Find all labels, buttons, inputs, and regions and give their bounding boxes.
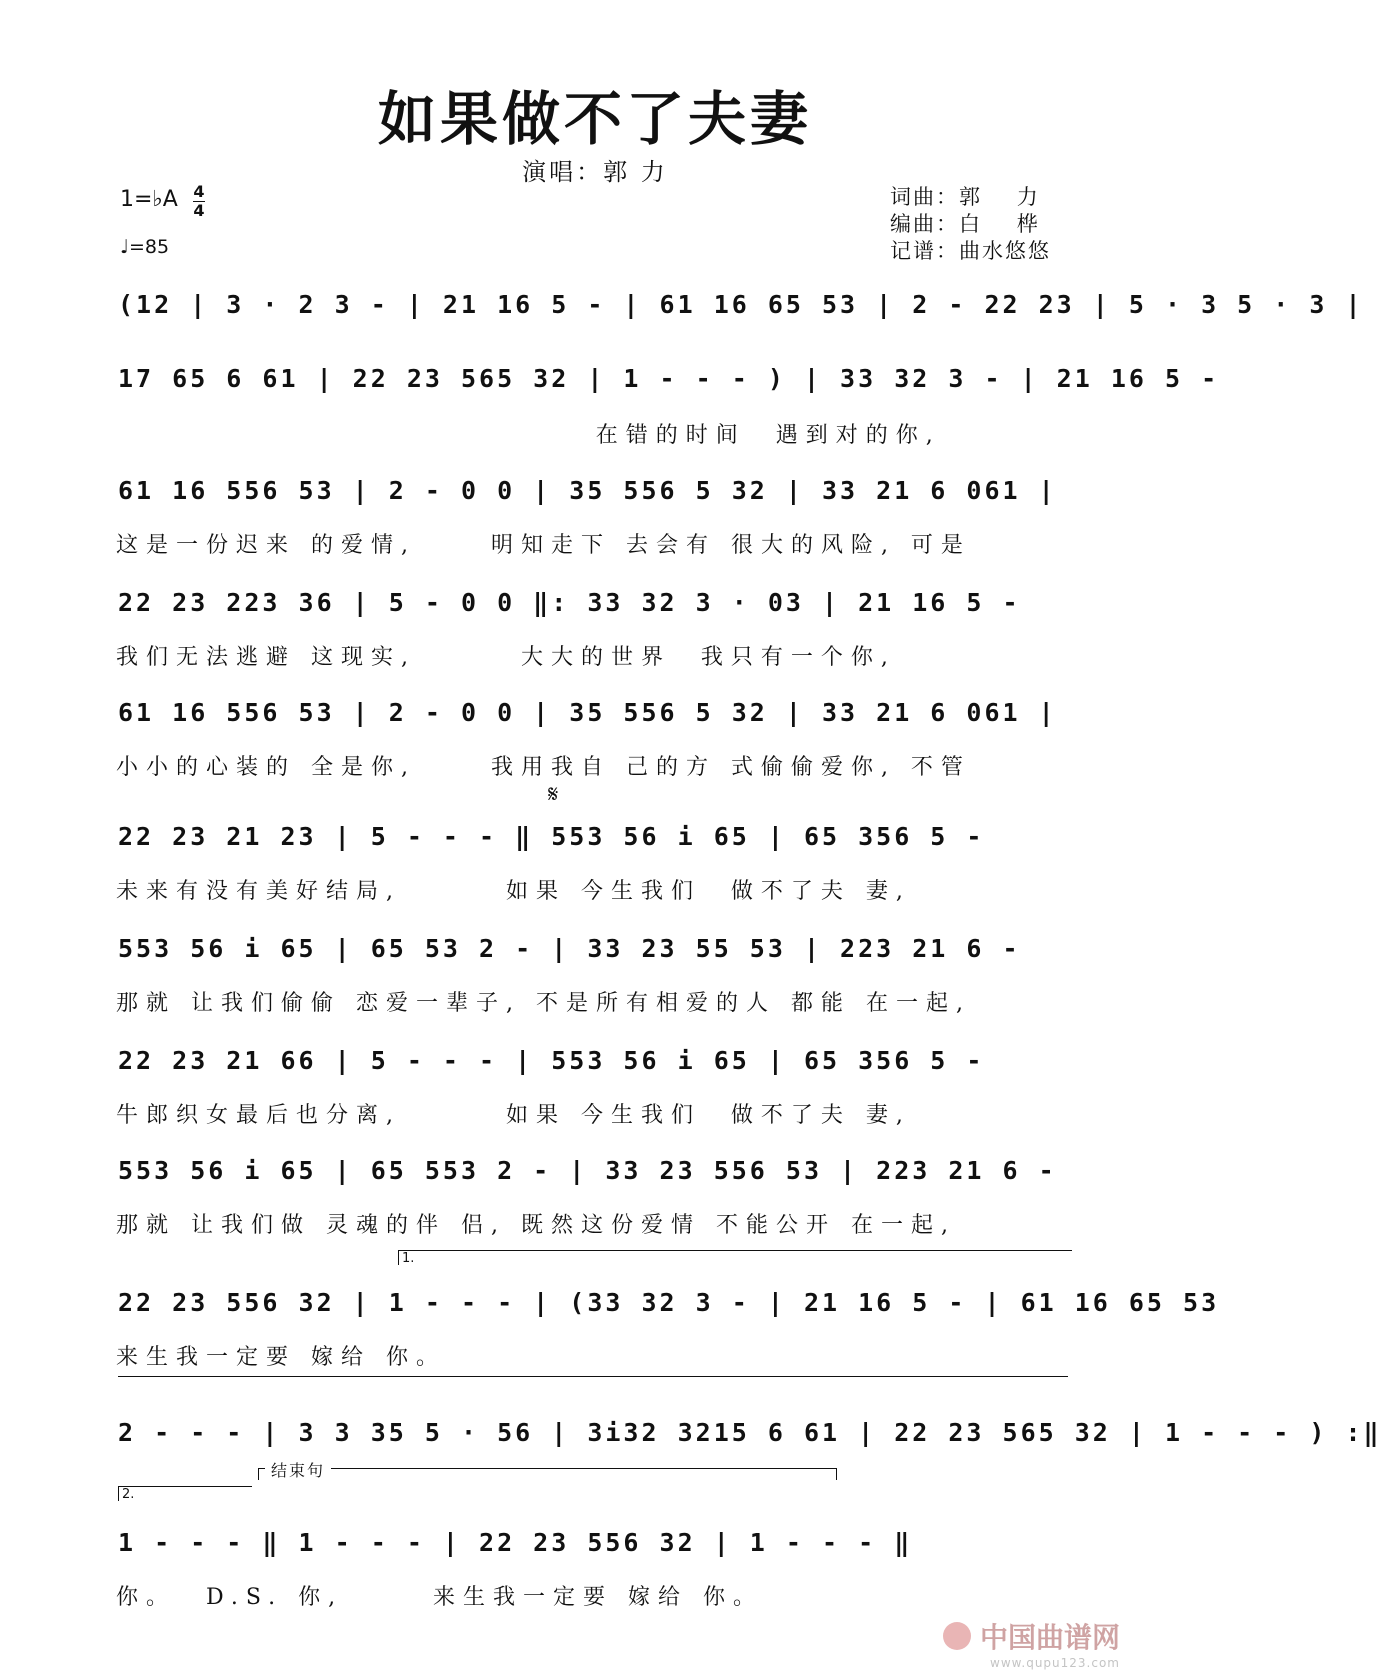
score-line-7-lyric: 那就 让我们偷偷 恋爱一辈子, 不是所有相爱的人 都能 在一起, <box>116 991 971 1016</box>
ending-bracket-line <box>258 1468 836 1469</box>
score-line-12-music: 1 - - - ‖ 1 - - - | 22 23 556 32 | 1 - - - ‖ <box>118 1528 913 1557</box>
score-line-6-lyric: 未来有没有美好结局, 如果 今生我们 做不了夫 妻, <box>116 879 911 904</box>
time-signature <box>193 184 205 219</box>
score-line-3-music: 61 16 556 53 | 2 - 0 0 | 35 556 5 32 | 33 21 6 061 | <box>118 476 1057 505</box>
singer-credit: 演唱：郭 力 <box>522 158 668 186</box>
score-line-10-music: 22 23 556 32 | 1 - - - | (33 32 3 - | 21 16 5 - | 61 16 65 53 <box>118 1288 1238 1317</box>
segno-sign: 𝄋 <box>548 780 559 808</box>
key-signature: 1=♭A <box>120 187 178 212</box>
score-line-2-music: 17 65 6 61 | 22 23 565 32 | 1 - - - ) | 33 32 3 - | 21 16 5 - <box>118 364 1238 393</box>
tempo-marking: ♩=85 <box>120 236 170 258</box>
score-line-8-lyric: 牛郎织女最后也分离, 如果 今生我们 做不了夫 妻, <box>116 1103 911 1128</box>
score-line-12-lyric: 你。 D.S. 你, 来生我一定要 嫁给 你。 <box>116 1585 764 1610</box>
credits-block <box>890 184 1051 265</box>
song-title: 如果做不了夫妻 <box>377 85 812 153</box>
watermark-site-name: 中国曲谱网 <box>979 1621 1120 1654</box>
ending-bracket-left <box>258 1468 259 1480</box>
score-line-6-music: 22 23 21 23 | 5 - - - ‖ 553 56 i 65 | 65 356 5 - <box>118 822 1003 851</box>
site-logo-icon <box>943 1622 971 1650</box>
volta-first-ending: 1. <box>398 1250 1072 1265</box>
watermark-url: www.qupu123.com <box>990 1656 1120 1670</box>
credit-transcription: 记谱：曲水悠悠 <box>890 239 1051 263</box>
ending-bracket-right <box>836 1468 837 1480</box>
score-line-1-music: (12 | 3 · 2 3 - | 21 16 5 - | 61 16 65 53 | 2 - 22 23 | 5 · 3 5 · 3 | <box>118 290 1364 319</box>
volta-continuation-line <box>118 1376 1068 1377</box>
time-denominator: 4 <box>193 201 205 220</box>
score-line-7-music: 553 56 i 65 | 65 53 2 - | 33 23 55 53 | 223 21 6 - <box>118 934 1039 963</box>
score-line-3-lyric: 这是一份迟来 的爱情, 明知走下 去会有 很大的风险, 可是 <box>116 533 971 558</box>
site-watermark <box>943 1616 1120 1670</box>
score-line-9-lyric: 那就 让我们做 灵魂的伴 侣, 既然这份爱情 不能公开 在一起, <box>116 1213 956 1238</box>
score-line-10-lyric: 来生我一定要 嫁给 你。 <box>116 1345 446 1370</box>
credit-arrangement: 编曲：白 桦 <box>890 212 1040 236</box>
score-line-9-music: 553 56 i 65 | 65 553 2 - | 33 23 556 53 | 223 21 6 - <box>118 1156 1075 1185</box>
credit-lyrics-music: 词曲：郭 力 <box>890 185 1040 209</box>
score-line-5-music: 61 16 556 53 | 2 - 0 0 | 35 556 5 32 | 33 21 6 061 | <box>118 698 1057 727</box>
time-numerator: 4 <box>193 182 205 201</box>
score-line-4-lyric: 我们无法逃避 这现实, 大大的世界 我只有一个你, <box>116 645 896 670</box>
score-line-5-lyric: 小小的心装的 全是你, 我用我自 己的方 式偷偷爱你, 不管 <box>116 755 971 780</box>
score-line-11-music: 2 - - - | 3 3 35 5 · 56 | 3i32 3215 6 61 | 22 23 565 32 | 1 - - - ) :‖ <box>118 1418 1382 1447</box>
volta-second-ending: 2. <box>118 1486 252 1501</box>
score-line-2-lyric: 在错的时间 遇到对的你, <box>116 423 941 448</box>
score-line-8-music: 22 23 21 66 | 5 - - - | 553 56 i 65 | 65 356 5 - <box>118 1046 1003 1075</box>
score-line-4-music: 22 23 223 36 | 5 - 0 0 ‖: 33 32 3 · 03 | 21 16 5 - <box>118 588 1039 617</box>
ending-label: 结束句 <box>265 1458 331 1481</box>
